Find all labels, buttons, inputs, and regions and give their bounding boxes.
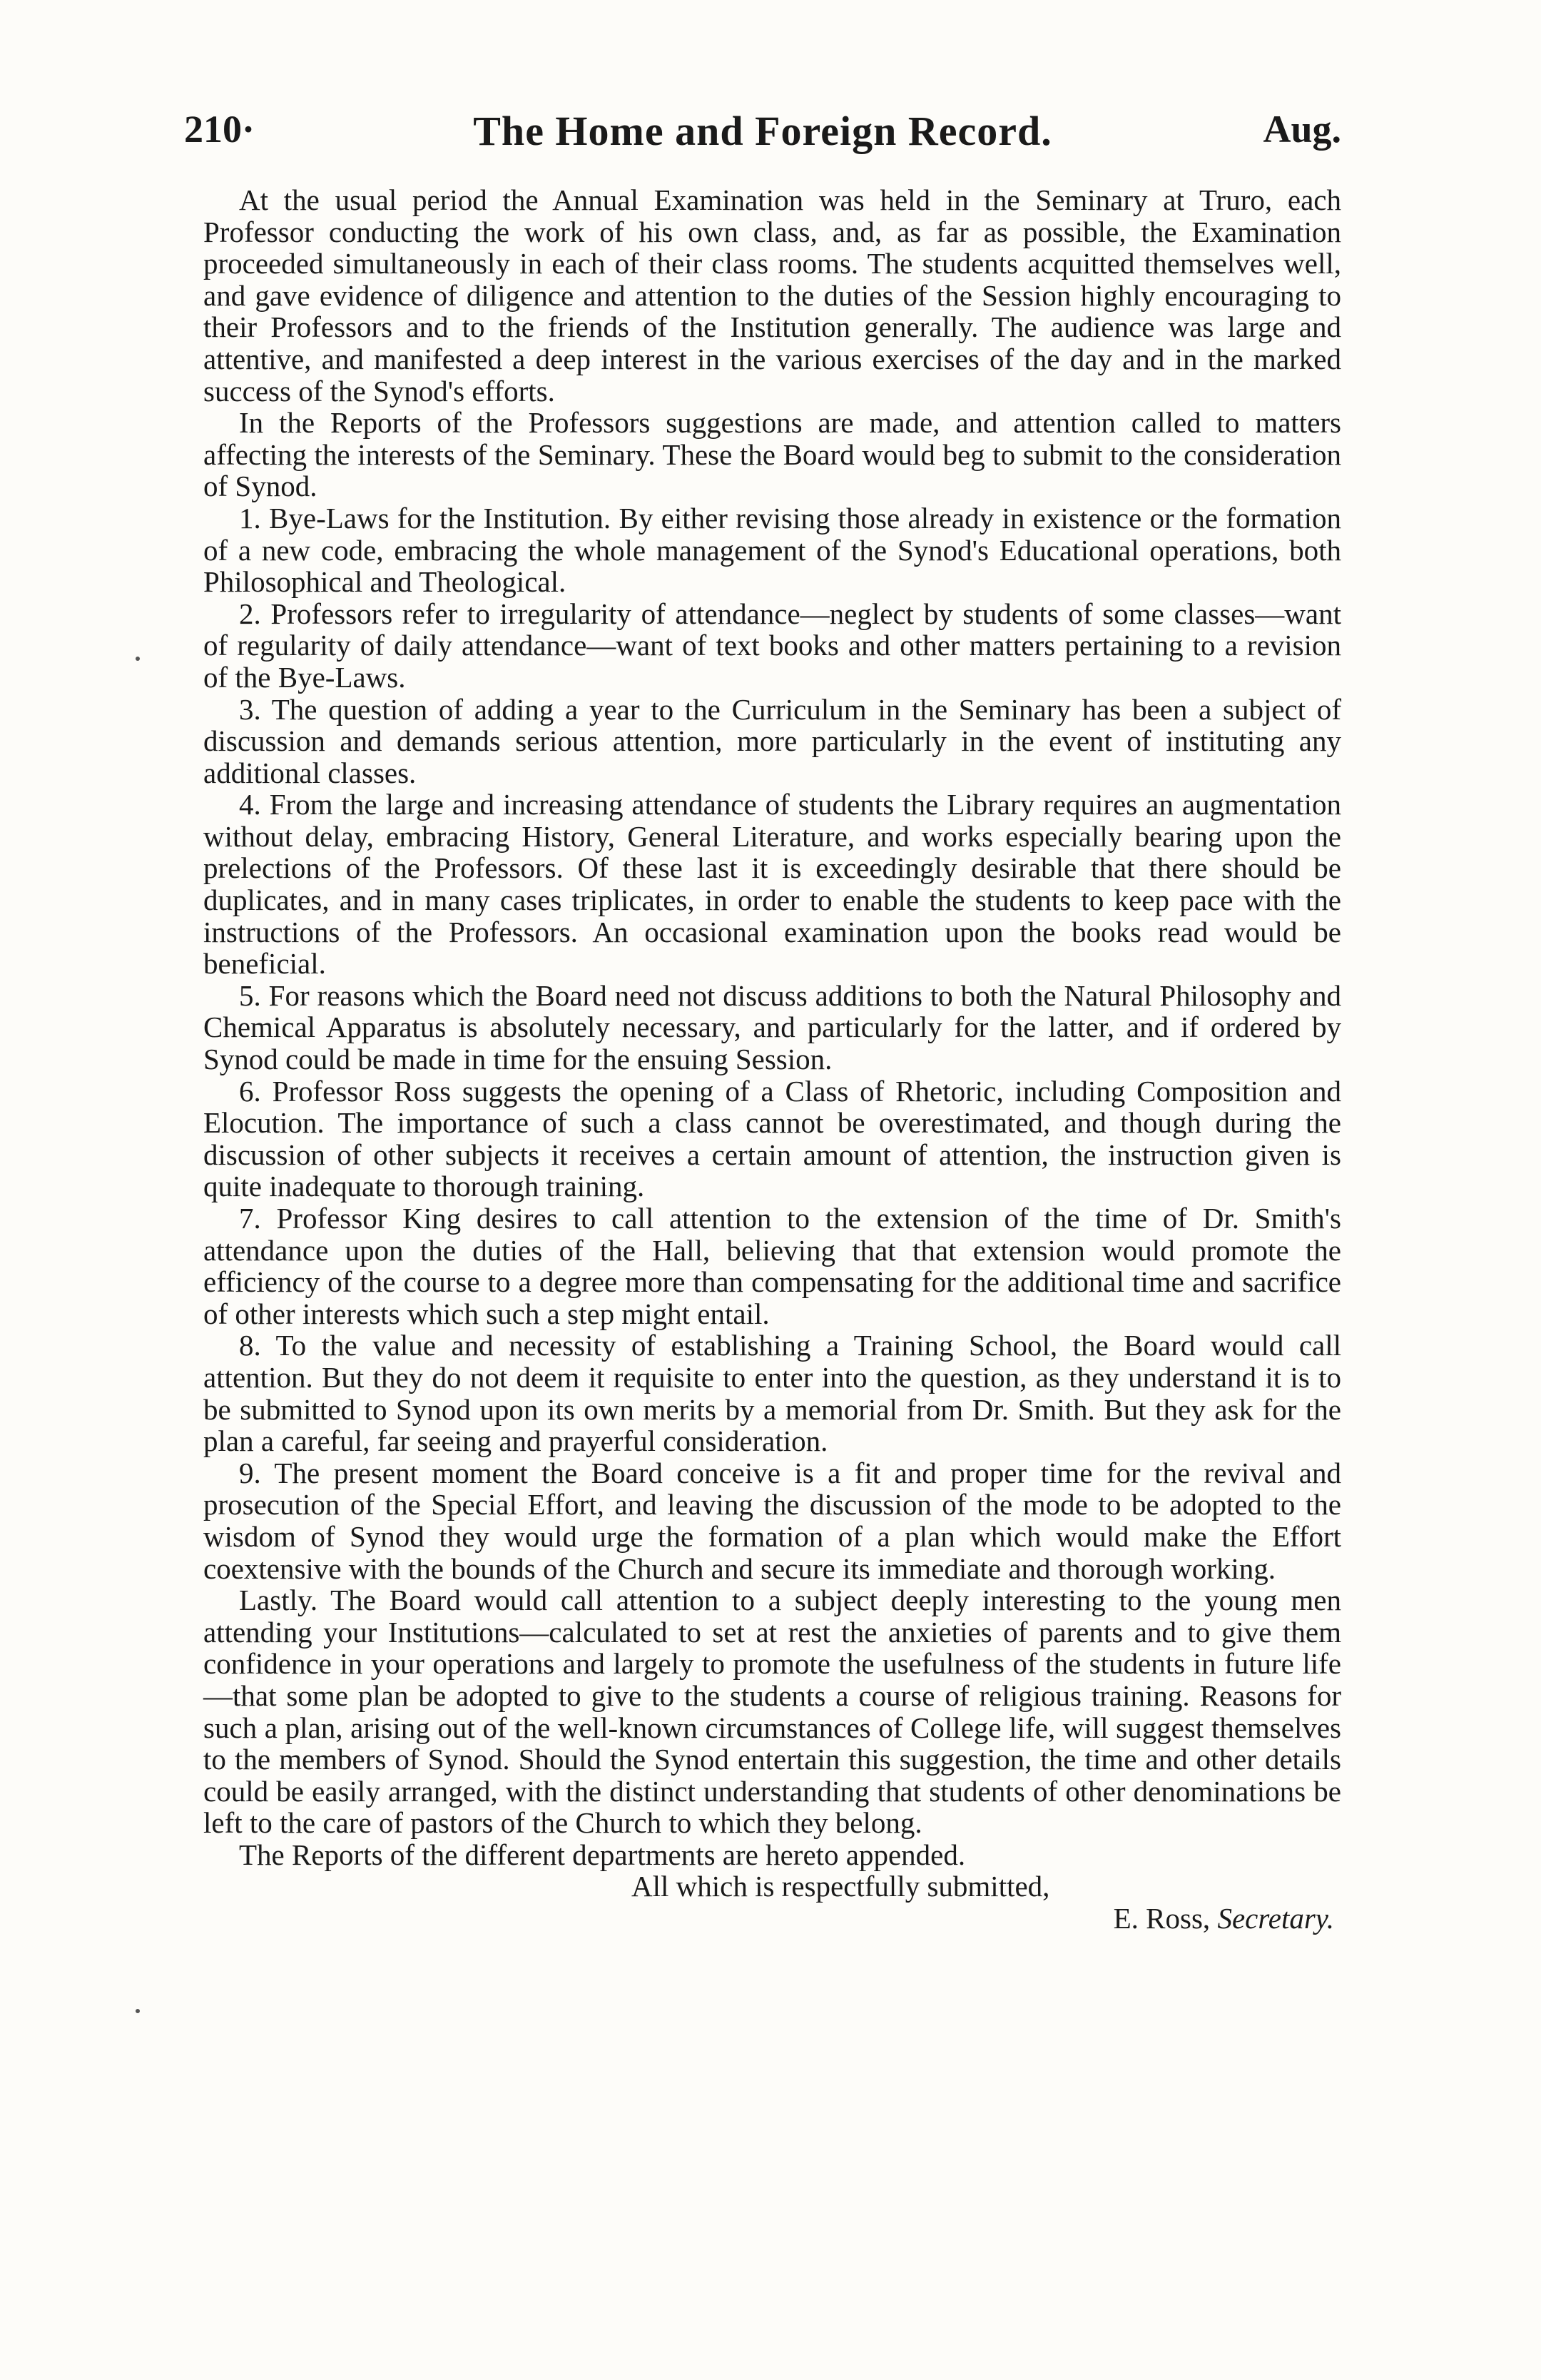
paragraph-lastly: Lastly. The Board would call attention to a subject deeply interesting to the young men attending your Institutions—calculated to set at rest the anxieties of parents and to give them confidence in your operations and largely to promote the usefulness of the students in future life—that some plan be adopted to give to the students a course of religious training. Reasons for such a plan, arising out of the well-known circumstances of College life, will suggest themselves to the members of Synod. Should the Synod entertain this suggestion, the time and other details could be easily arranged, with the distinct understanding that students of other denominations be left to the care of pastors of the Church to which they belong.: [203, 1584, 1341, 1840]
page-number: 210·: [184, 108, 255, 151]
signature-title: Secretary.: [1217, 1902, 1334, 1935]
paragraph-professors-reports: In the Reports of the Professors suggestions are made, and attention called to matters affecting the interests of the Seminary. These the Board would beg to submit to the consideration of Synod.: [203, 406, 1341, 503]
paragraph-item-9: 9. The present moment the Board conceive is a fit and proper time for the revival and prosecution of the Special Effort, and leaving the discussion of the mode to be adopted to the wisdom of Synod they would urge the formation of a plan which would make the Effort coextensive with the bounds of the Church and secure its immediate and thorough working.: [203, 1456, 1341, 1585]
paragraph-item-6: 6. Professor Ross suggests the opening of a Class of Rhetoric, including Composition and Elocution. The importance of such a class cannot be overestimated, and though during the discussion of other subjects it receives a certain amount of attention, the instruction given is quite inadequate to thorough training.: [203, 1074, 1341, 1203]
margin-speck: [136, 2009, 140, 2013]
paragraph-examination: At the usual period the Annual Examination was held in the Seminary at Truro, each Professor conducting the work of his own class, and, as far as possible, the Examination proceeded simultaneously in each of their class rooms. The students acquitted themselves well, and gave evidence of diligence and attention to the duties of the Session highly encouraging to their Professors and to the friends of the Institution generally. The audience was large and attentive, and manifested a deep interest in the various exercises of the day and in the marked success of the Synod's efforts.: [203, 183, 1341, 407]
paragraph-item-7: 7. Professor King desires to call attention to the extension of the time of Dr. Smith's attendance upon the duties of the Hall, believing that that extension would promote the efficiency of the course to a degree more than compensating for the additional time and sacrifice of other interests which such a step might entail.: [203, 1202, 1341, 1330]
margin-speck: [136, 657, 140, 661]
paragraph-item-5: 5. For reasons which the Board need not discuss additions to both the Natural Philosophy and Chemical Apparatus is absolutely necessary, and particularly for the latter, and if ordered by Synod could be made in time for the ensuing Session.: [203, 978, 1341, 1076]
report-body: [203, 184, 1341, 1935]
signature: [203, 1903, 1341, 1935]
paragraph-item-3: 3. The question of adding a year to the Curriculum in the Seminary has been a subject of discussion and demands serious attention, more particularly in the event of instituting any additional classes.: [203, 692, 1341, 789]
paragraph-item-8: 8. To the value and necessity of establishing a Training School, the Board would call attention. But they do not deem it requisite to enter into the question, as they understand it is to be submitted to Synod upon its own merits by a memorial from Dr. Smith. But they ask for the plan a careful, far seeing and prayerful consideration.: [203, 1329, 1341, 1458]
paragraph-item-1: 1. Bye-Laws for the Institution. By either revising those already in existence or the formation of a new code, embracing the whole management of the Synod's Educational operations, both Philosophical and Theological.: [203, 501, 1341, 599]
paragraph-item-4: 4. From the large and increasing attendance of students the Library requires an augmentation without delay, embracing History, General Literature, and works especially bearing upon the prelections of the Professors. Of these last it is exceedingly desirable that there should be duplicates, and in many cases triplicates, in order to enable the students to keep pace with the instructions of the Professors. An occasional examination upon the books read would be beneficial.: [203, 788, 1341, 981]
journal-title: The Home and Foreign Record.: [473, 108, 1052, 154]
signoff-line: All which is respectfully submitted,: [631, 1870, 1050, 1903]
paragraph-item-2: 2. Professors refer to irregularity of attendance—neglect by students of some classes—want of regularity of daily attendance—want of text books and other matters pertaining to a revision of the Bye-Laws.: [203, 597, 1341, 694]
running-head-month: Aug.: [1263, 108, 1341, 151]
signature-name: E. Ross,: [1113, 1902, 1211, 1935]
closing-line: The Reports of the different departments are hereto appended.: [239, 1838, 966, 1871]
running-head: [184, 107, 1341, 171]
